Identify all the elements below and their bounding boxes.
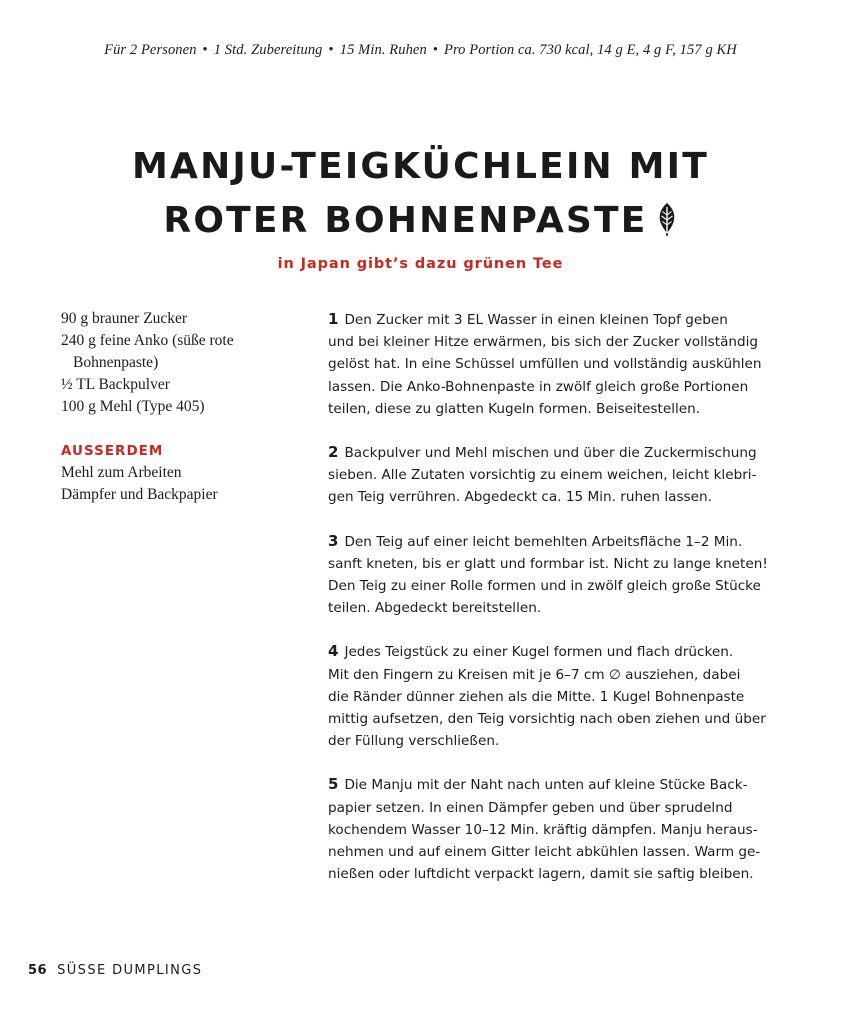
step-text-line: gelöst hat. In eine Schüssel umfüllen und vollständig auskühlen xyxy=(328,356,762,373)
step-text-line: die Ränder dünner ziehen als die Mitte. 1 Kugel Bohnenpaste xyxy=(328,688,745,705)
separator-bullet: • xyxy=(328,42,334,58)
ingredient-item: 240 g feine Anko (süße rote Bohnenpaste) xyxy=(61,332,234,371)
step-number: 5 xyxy=(328,775,339,794)
title-line-2: ROTER BOHNENPASTE xyxy=(163,200,648,241)
recipe-meta-line xyxy=(0,42,841,59)
extra-ingredient-item: Mehl zum Arbeiten xyxy=(61,464,182,481)
step-text-line: teilen, diese zu glatten Kugeln formen. Beiseitestellen. xyxy=(328,400,701,417)
step-text-line: Mit den Fingern zu Kreisen mit je 6–7 cm ∅ ausziehen, dabei xyxy=(328,666,741,683)
step-4 xyxy=(328,640,773,752)
step-text-line: mittig aufsetzen, den Teig vorsichtig nach oben ziehen und über xyxy=(328,711,766,728)
step-text-line: nehmen und auf einem Gitter leicht abkühlen lassen. Warm ge- xyxy=(328,844,761,861)
step-5 xyxy=(328,773,773,885)
ingredient-item: 90 g brauner Zucker xyxy=(61,310,188,327)
step-1 xyxy=(328,308,773,420)
step-text-line: lassen. Die Anko-Bohnenpaste in zwölf gleich große Portionen xyxy=(328,378,749,395)
step-text-line: Den Teig zu einer Rolle formen und in zwölf gleich große Stücke xyxy=(328,578,761,595)
step-text-line: papier setzen. In einen Dämpfer geben und über sprudelnd xyxy=(328,799,733,816)
rest-time: 15 Min. Ruhen xyxy=(339,42,427,58)
separator-bullet: • xyxy=(432,42,438,58)
title-line-1: MANJU-TEIGKÜCHLEIN MIT xyxy=(132,146,709,187)
step-text-line: Den Teig auf einer leicht bemehlten Arbeitsfläche 1–2 Min. xyxy=(344,533,743,550)
ingredient-item: 100 g Mehl (Type 405) xyxy=(61,398,205,415)
step-text-line: und bei kleiner Hitze erwärmen, bis sich der Zucker vollständig xyxy=(328,334,759,351)
recipe-title xyxy=(0,140,841,248)
step-text-line: Die Manju mit der Naht nach unten auf kleine Stücke Back- xyxy=(344,777,748,794)
nutrition-info: Pro Portion ca. 730 kcal, 14 g E, 4 g F, 157 g KH xyxy=(444,42,737,58)
ingredient-item: ½ TL Backpulver xyxy=(61,376,170,393)
step-3 xyxy=(328,530,773,620)
step-text-line: Jedes Teigstück zu einer Kugel formen und flach drücken. xyxy=(344,644,734,661)
step-text-line: kochendem Wasser 10–12 Min. kräftig dämpfen. Manju heraus- xyxy=(328,821,758,838)
step-text-line: sanft kneten, bis er glatt und formbar ist. Nicht zu lange kneten! xyxy=(328,555,768,572)
step-2 xyxy=(328,441,773,509)
ingredient-list xyxy=(61,308,291,506)
step-number: 1 xyxy=(328,310,339,328)
instruction-steps xyxy=(328,308,773,906)
servings: Für 2 Personen xyxy=(104,42,197,58)
extra-ingredient-item: Dämpfer und Backpapier xyxy=(61,486,218,503)
step-text-line: nießen oder luftdicht verpackt lagern, damit sie saftig bleiben. xyxy=(328,866,754,883)
step-text-line: teilen. Abgedeckt bereitstellen. xyxy=(328,600,542,617)
page-footer xyxy=(28,963,202,978)
separator-bullet: • xyxy=(202,42,208,58)
step-number: 3 xyxy=(328,531,339,550)
step-text-line: Backpulver und Mehl mischen und über die Zuckermischung xyxy=(344,445,757,462)
page-number: 56 xyxy=(28,963,48,978)
step-text-line: der Füllung verschließen. xyxy=(328,733,500,750)
title-line-2-wrap xyxy=(0,194,841,248)
extra-ingredients-heading: AUSSERDEM xyxy=(61,443,164,459)
section-title: SÜSSE DUMPLINGS xyxy=(57,963,203,978)
recipe-subtitle: in Japan gibt’s dazu grünen Tee xyxy=(277,256,564,272)
step-text-line: gen Teig verrühren. Abgedeckt ca. 15 Min. ruhen lassen. xyxy=(328,489,712,506)
step-number: 2 xyxy=(328,443,339,462)
step-number: 4 xyxy=(328,642,339,661)
prep-time: 1 Std. Zubereitung xyxy=(213,42,323,58)
step-text-line: Den Zucker mit 3 EL Wasser in einen kleinen Topf geben xyxy=(344,312,728,328)
leaf-icon xyxy=(656,202,678,236)
step-text-line: sieben. Alle Zutaten vorsichtig zu einem weichen, leicht klebri- xyxy=(328,467,757,484)
